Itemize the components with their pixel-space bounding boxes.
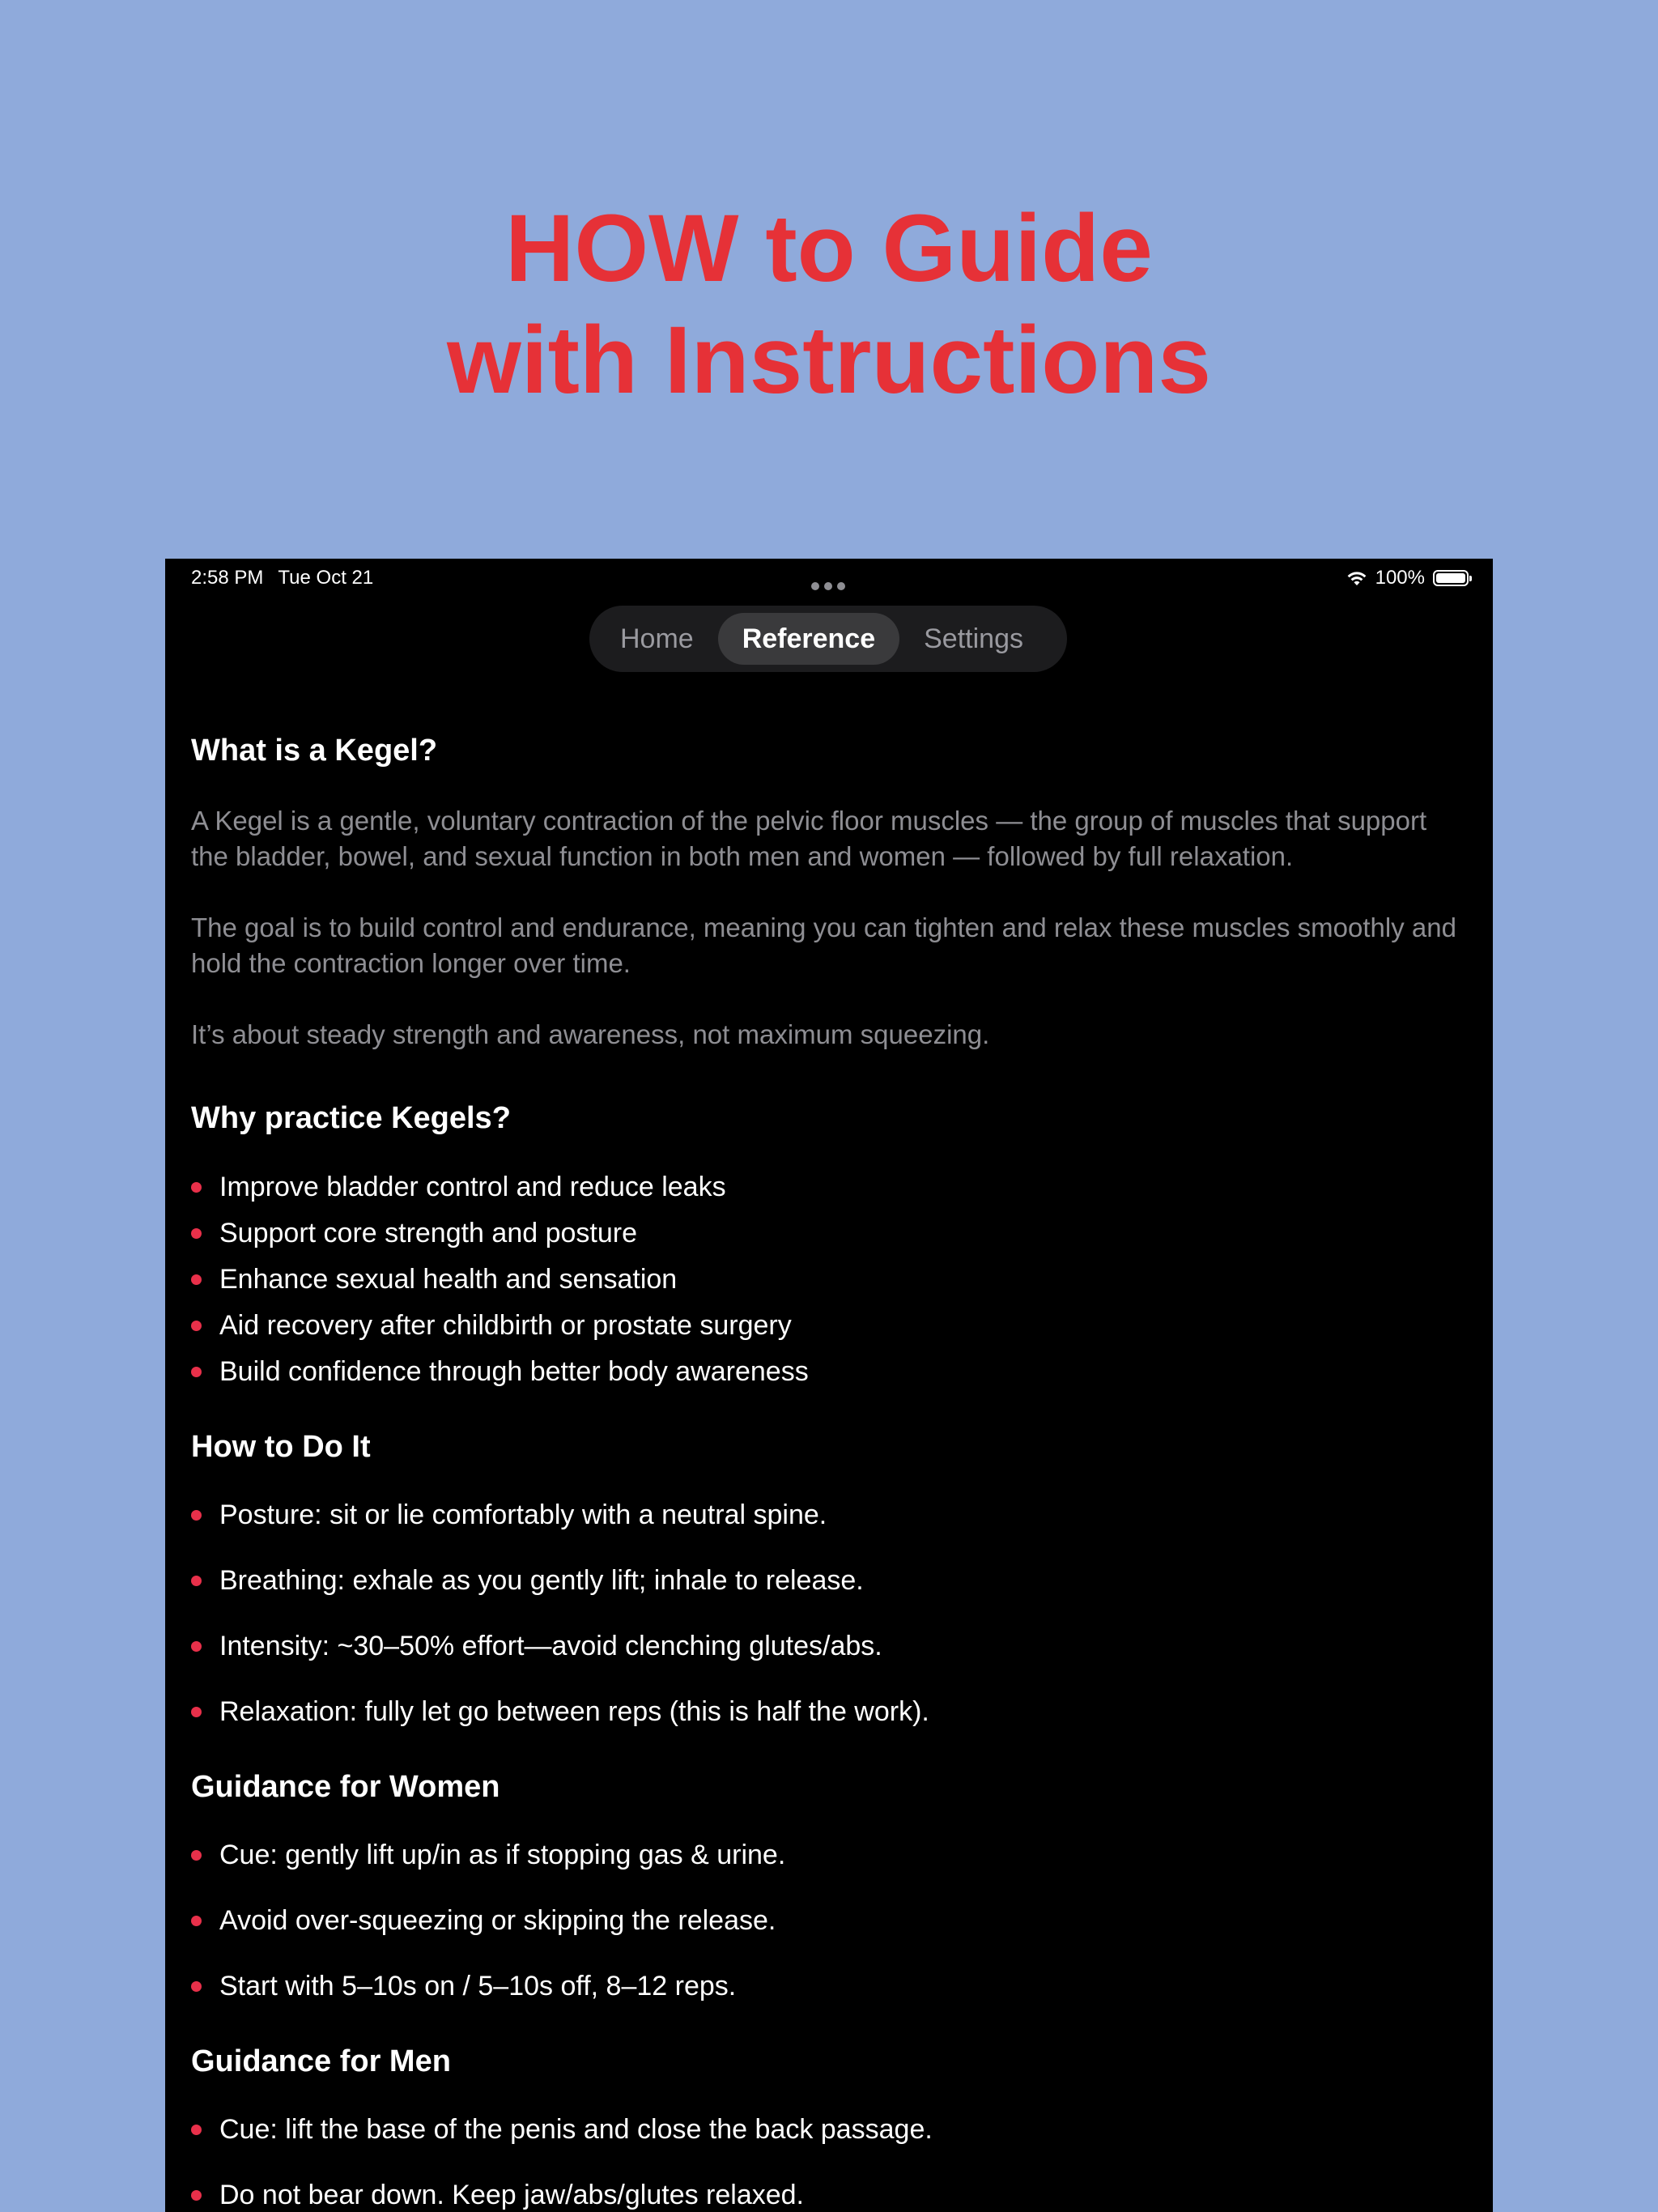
list-item-text: Aid recovery after childbirth or prostate surgery (219, 1309, 792, 1341)
battery-percentage: 100% (1375, 567, 1425, 589)
list-item-text: Avoid over-squeezing or skipping the release. (219, 1904, 776, 1936)
status-time-date (191, 567, 373, 589)
bullet-dot-icon (191, 1510, 202, 1521)
section-title-what-is-kegel: What is a Kegel? (191, 734, 438, 768)
bullet-dot-icon (191, 1916, 202, 1926)
list-item (191, 1308, 792, 1343)
list-item-text: Do not bear down. Keep jaw/abs/glutes relaxed. (219, 2179, 805, 2210)
tab-reference[interactable]: Reference (718, 613, 899, 665)
list-item (191, 1354, 809, 1389)
list-item (191, 1694, 929, 1729)
more-dots-icon[interactable] (811, 573, 850, 583)
list-item (191, 1261, 677, 1297)
list-item-text: Start with 5–10s on / 5–10s off, 8–12 reps. (219, 1970, 737, 2001)
list-item-text: Build confidence through better body awareness (219, 1355, 809, 1387)
ipad-screen (165, 559, 1493, 2212)
list-item-text: Breathing: exhale as you gently lift; inhale to release. (219, 1564, 864, 1596)
bullet-dot-icon (191, 1707, 202, 1717)
section-title-guidance-men: Guidance for Men (191, 2044, 451, 2078)
list-item (191, 1497, 827, 1533)
bullet-dot-icon (191, 1274, 202, 1285)
section-title-how-to-do-it: How to Do It (191, 1430, 371, 1464)
hero-title (0, 193, 1658, 416)
list-item-text: Posture: sit or lie comfortably with a neutral spine. (219, 1499, 827, 1530)
bullet-dot-icon (191, 1367, 202, 1377)
tab-settings[interactable]: Settings (924, 623, 1023, 654)
list-item-text: Improve bladder control and reduce leaks (219, 1171, 726, 1202)
list-item (191, 1628, 882, 1664)
list-item-text: Support core strength and posture (219, 1217, 637, 1249)
status-time: 2:58 PM (191, 567, 264, 589)
bullet-dot-icon (191, 1576, 202, 1586)
list-item-text: Enhance sexual health and sensation (219, 1263, 678, 1295)
list-item (191, 2177, 804, 2212)
paragraph-kegel-summary: It’s about steady strength and awareness, not maximum squeezing. (191, 1019, 990, 1049)
bullet-dot-icon (191, 1850, 202, 1861)
list-item (191, 1968, 736, 2004)
status-bar (165, 559, 1493, 596)
paragraph-kegel-goal: The goal is to build control and endurance, meaning you can tighten and relax these muscles smoothly and hold the contraction longer over time. (191, 912, 1456, 978)
paragraph-kegel-definition: A Kegel is a gentle, voluntary contraction of the pelvic floor muscles — the group of muscles that support the bladder, bowel, and sexual function in both men and women — followed by full relaxation. (191, 806, 1427, 871)
wifi-icon (1345, 569, 1369, 587)
list-item (191, 1903, 776, 1938)
status-indicators (1345, 567, 1469, 589)
tab-home[interactable]: Home (620, 623, 694, 654)
list-item-text: Intensity: ~30–50% effort—avoid clenching glutes/abs. (219, 1630, 882, 1661)
list-item-text: Relaxation: fully let go between reps (this is half the work). (219, 1695, 929, 1727)
list-item (191, 1837, 785, 1873)
section-title-guidance-women: Guidance for Women (191, 1770, 500, 1804)
bullet-dot-icon (191, 1228, 202, 1239)
list-item-text: Cue: gently lift up/in as if stopping gas & urine. (219, 1839, 786, 1870)
tab-segmented-control (589, 606, 1067, 672)
section-title-why-practice: Why practice Kegels? (191, 1101, 511, 1135)
bullet-dot-icon (191, 1182, 202, 1193)
status-date: Tue Oct 21 (278, 567, 374, 589)
bullet-dot-icon (191, 2125, 202, 2135)
bullet-dot-icon (191, 1641, 202, 1652)
list-item (191, 1169, 726, 1205)
list-item-text: Cue: lift the base of the penis and close the back passage. (219, 2113, 933, 2145)
hero-title-line-1: HOW to Guide (505, 195, 1153, 302)
bullet-dot-icon (191, 2190, 202, 2201)
bullet-dot-icon (191, 1981, 202, 1992)
hero-title-line-2: with Instructions (447, 307, 1211, 414)
list-item (191, 2112, 933, 2147)
bullet-dot-icon (191, 1321, 202, 1331)
list-item (191, 1563, 864, 1598)
list-item (191, 1215, 637, 1251)
battery-icon (1433, 570, 1469, 586)
